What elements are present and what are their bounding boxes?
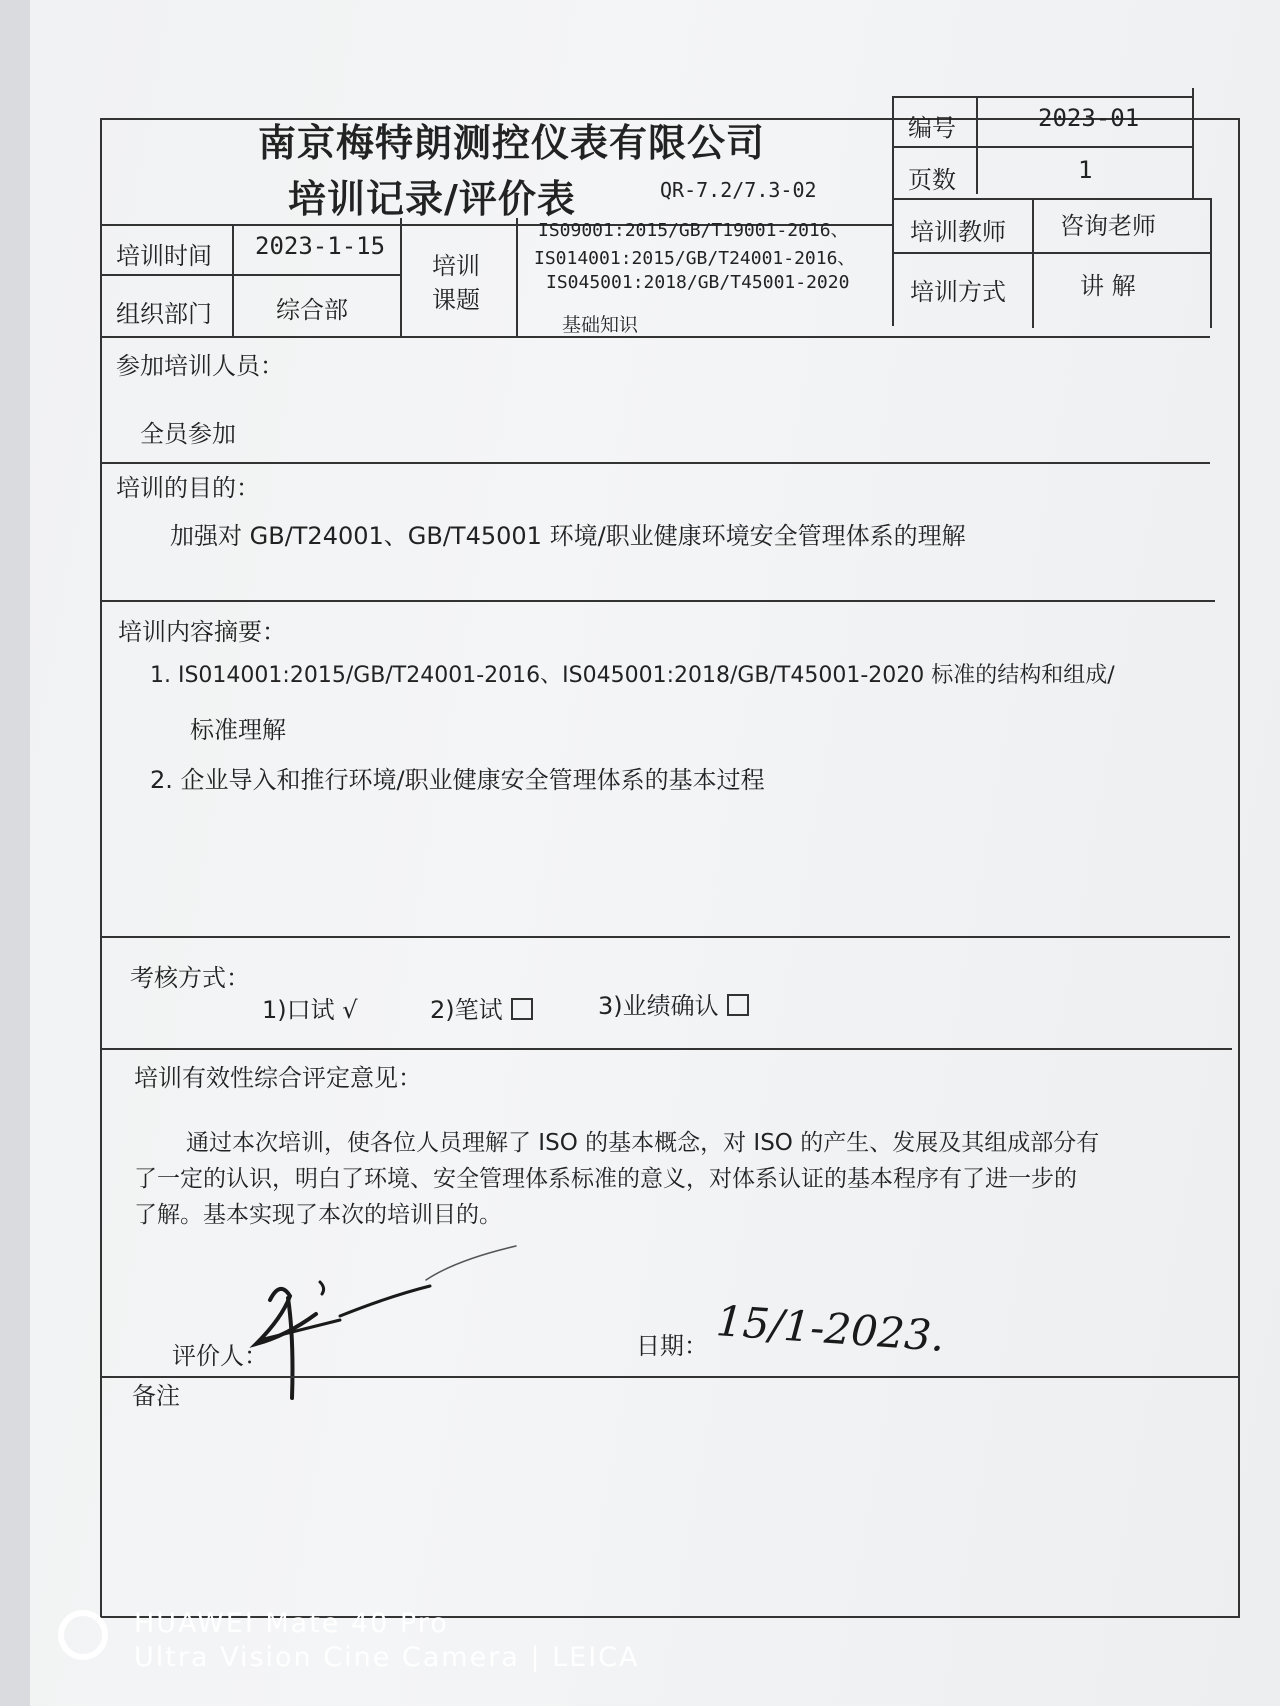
assessment-performance-option — [598, 986, 749, 1021]
divider — [100, 936, 1230, 938]
performance-label: 3)业绩确认 — [598, 992, 719, 1020]
divider — [892, 252, 1210, 254]
divider — [100, 600, 1215, 602]
participants-label: 参加培训人员： — [116, 352, 284, 380]
method-value: 讲 解 — [1080, 272, 1136, 300]
evaluation-label: 培训有效性综合评定意见： — [134, 1064, 422, 1092]
evaluation-line: 通过本次培训，使各位人员理解了 ISO 的基本概念，对 ISO 的产生、发展及其组成部分有 — [186, 1130, 1100, 1156]
participants-value: 全员参加 — [140, 420, 236, 448]
evaluation-line: 了一定的认识，明白了环境、安全管理体系标准的意义，对体系认证的基本程序有了进一步的 — [134, 1166, 1077, 1192]
teacher-value: 咨询老师 — [1060, 212, 1156, 240]
content-item-1-cont: 标准理解 — [190, 716, 286, 744]
divider — [892, 146, 1192, 148]
company-name: 南京梅特朗测控仪表有限公司 — [258, 121, 766, 165]
evaluation-line: 了解。基本实现了本次的培训目的。 — [134, 1202, 502, 1228]
teacher-label: 培训教师 — [910, 218, 1006, 246]
assessment-oral-option — [262, 990, 358, 1025]
divider — [400, 218, 402, 336]
divider — [1192, 88, 1194, 198]
evaluator-label: 评价人： — [172, 1342, 268, 1370]
camera-watermark-lens: Ultra Vision Cine Camera | LEICA — [134, 1642, 640, 1673]
page-value: 1 — [1078, 156, 1093, 184]
camera-logo-icon — [58, 1610, 108, 1660]
method-label: 培训方式 — [910, 278, 1006, 306]
topic-label-1: 培训 — [432, 252, 480, 280]
divider — [516, 218, 518, 336]
assessment-written-option — [430, 990, 533, 1025]
divider — [100, 274, 400, 276]
divider — [232, 224, 234, 336]
assessment-label: 考核方式： — [130, 964, 250, 992]
training-time-label: 培训时间 — [116, 242, 212, 270]
divider — [892, 198, 1210, 200]
divider — [100, 336, 1210, 338]
camera-watermark-model: HUAWEI Mate 40 Pro — [134, 1608, 449, 1639]
page-label: 页数 — [908, 166, 956, 194]
divider — [1210, 198, 1212, 328]
date-value: 15/1-2023. — [714, 1296, 947, 1361]
divider — [976, 96, 978, 194]
serial-label: 编号 — [908, 114, 956, 142]
remarks-label: 备注 — [132, 1382, 180, 1410]
content-label: 培训内容摘要： — [118, 618, 286, 646]
topic-line: IS09001:2015/GB/T19001-2016、 — [538, 220, 849, 241]
divider — [1032, 198, 1034, 328]
divider — [100, 1048, 1232, 1050]
training-time-value: 2023-1-15 — [255, 232, 386, 260]
purpose-label: 培训的目的： — [116, 474, 260, 502]
department-value: 综合部 — [276, 296, 348, 324]
content-item-2: 2. 企业导入和推行环境/职业健康安全管理体系的基本过程 — [150, 766, 765, 794]
purpose-value: 加强对 GB/T24001、GB/T45001 环境/职业健康环境安全管理体系的理解 — [170, 522, 966, 550]
divider — [100, 462, 1210, 464]
checkbox-empty-icon[interactable] — [727, 994, 749, 1016]
serial-value: 2023-01 — [1038, 104, 1140, 132]
department-label: 组织部门 — [116, 300, 212, 328]
written-label: 2)笔试 — [430, 996, 503, 1024]
form-title: 培训记录/评价表 — [288, 177, 576, 221]
content-item-1: 1. IS014001:2015/GB/T24001-2016、IS045001:2018/GB/T45001-2020 标准的结构和组成/ — [150, 663, 1115, 688]
oral-label: 1)口试 √ — [262, 996, 358, 1024]
divider — [892, 96, 1192, 98]
form-code: QR-7.2/7.3-02 — [660, 178, 817, 202]
topic-line: IS014001:2015/GB/T24001-2016、 — [534, 248, 856, 269]
evaluator-signature-icon — [240, 1240, 540, 1410]
divider — [100, 1376, 1240, 1378]
topic-line: 基础知识 — [562, 314, 639, 336]
checkbox-empty-icon[interactable] — [511, 998, 533, 1020]
topic-label-2: 课题 — [432, 286, 480, 314]
divider — [892, 96, 894, 326]
date-label: 日期： — [636, 1332, 708, 1360]
topic-line: IS045001:2018/GB/T45001-2020 — [546, 272, 850, 293]
